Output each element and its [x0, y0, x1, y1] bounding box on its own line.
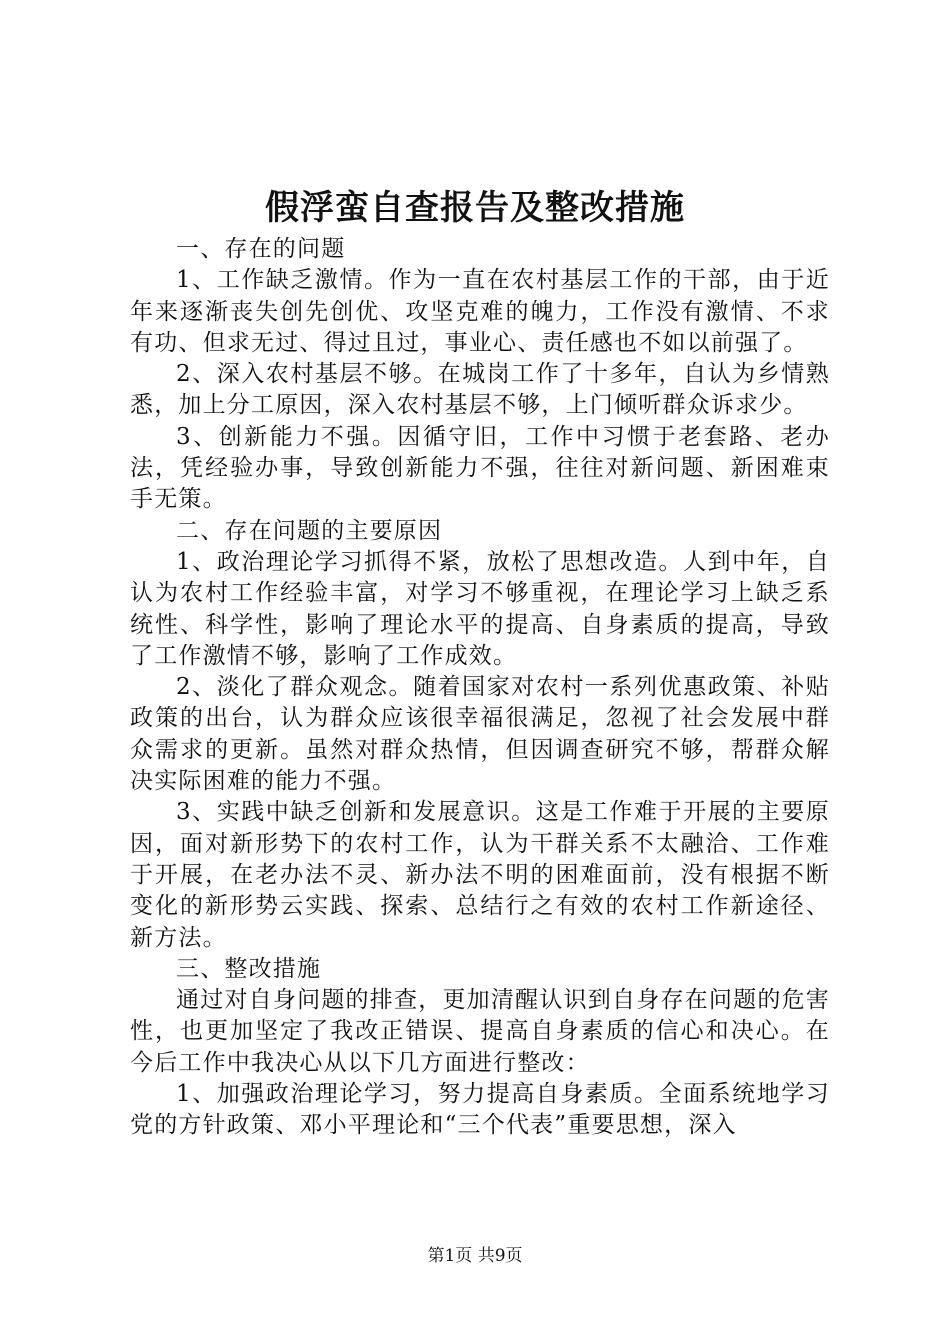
section-heading-measures: 三、整改措施	[176, 955, 322, 982]
document-body	[130, 234, 830, 1142]
section-heading-causes: 二、存在问题的主要原因	[176, 517, 443, 544]
section-heading-problems: 一、存在的问题	[176, 236, 346, 262]
paragraph: 2、深入农村基层不够。在城岗工作了十多年，自认为乡情熟悉，加上分工原因，深入农村基层不够，上门倾听群众诉求少。	[130, 361, 830, 419]
paragraph: 3、创新能力不强。因循守旧，工作中习惯于老套路、老办法，凭经验办事，导致创新能力不强，往往对新问题、新困难束手无策。	[130, 423, 830, 513]
document-title: 假浮蛮自查报告及整改措施	[265, 188, 685, 228]
paragraph: 1、政治理论学习抓得不紧，放松了思想改造。人到中年，自认为农村工作经验丰富，对学习不够重视，在理论学习上缺乏系统性、科学性，影响了理论水平的提高、自身素质的提高，导致了工作激情不够，影响了工作成效。	[130, 548, 830, 669]
paragraph: 2、淡化了群众观念。随着国家对农村一系列优惠政策、补贴政策的出台，认为群众应该很幸福很满足，忽视了社会发展中群众需求的更新。虽然对群众热情，但因调查研究不够，帮群众解决实际困难的能力不强。	[130, 674, 830, 795]
paragraph: 通过对自身问题的排查，更加清醒认识到自身存在问题的危害性，也更加坚定了我改正错误、提高自身素质的信心和决心。在今后工作中我决心从以下几方面进行整改：	[130, 987, 830, 1076]
page-number: 第1页 共9页	[427, 1246, 523, 1266]
paragraph: 3、实践中缺乏创新和发展意识。这是工作难于开展的主要原因，面对新形势下的农村工作，认为干群关系不太融洽、工作难于开展，在老办法不灵、新办法不明的困难面前，没有根据不断变化的新形势云实践、探索、总结行之有效的农村工作新途径、新方法。	[130, 799, 830, 951]
paragraph: 1、加强政治理论学习，努力提高自身素质。全面系统地学习党的方针政策、邓小平理论和“三个代表”重要思想，深入	[130, 1081, 830, 1139]
paragraph: 1、工作缺乏激情。作为一直在农村基层工作的干部，由于近年来逐渐丧失创先创优、攻坚克难的魄力，工作没有激情、不求有功、但求无过、得过且过，事业心、责任感也不如以前强了。	[130, 267, 830, 356]
